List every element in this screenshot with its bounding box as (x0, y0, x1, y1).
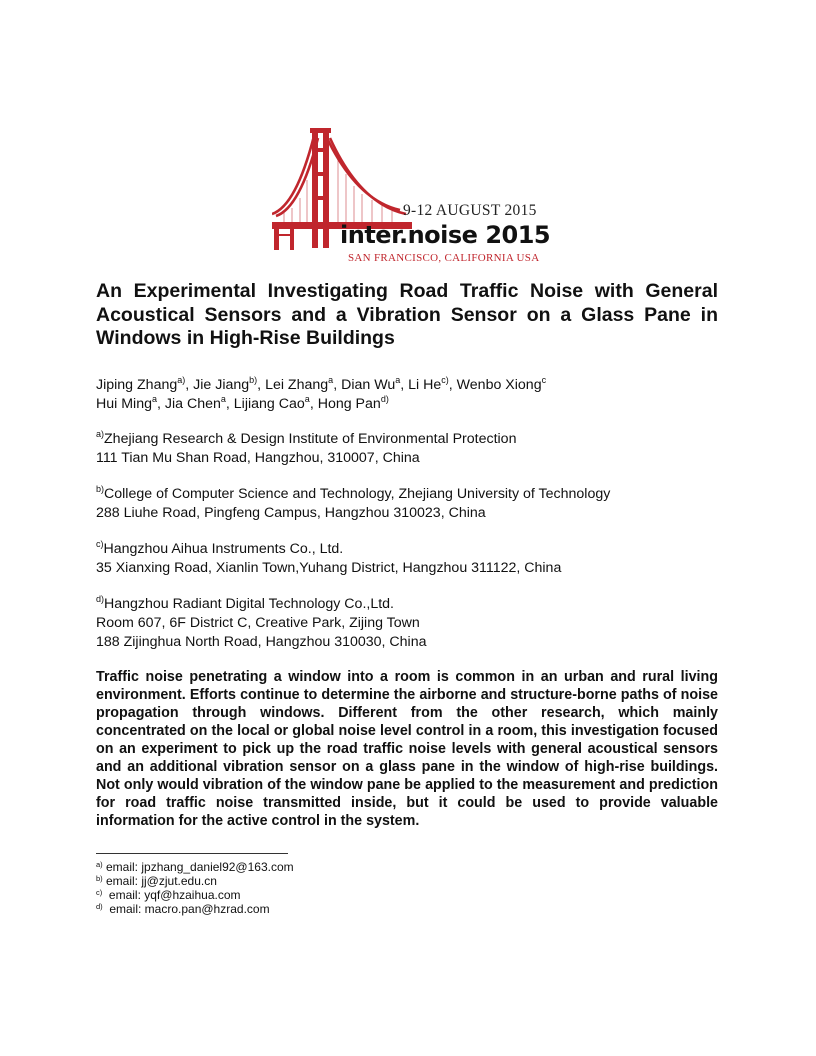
author-list (96, 376, 718, 414)
footnote-mark: a) (96, 860, 103, 869)
affiliation-line (96, 633, 718, 652)
footnote-email: email: yqf@hzaihua.com (102, 888, 241, 902)
footnotes (96, 860, 294, 916)
footnote-item (96, 874, 294, 888)
affiliation-text: Hangzhou Aihua Instruments Co., Ltd. (103, 541, 344, 557)
footnote-email: email: macro.pan@hzrad.com (102, 902, 270, 916)
author-mark: a (395, 375, 401, 385)
affiliation-line (96, 504, 718, 523)
affiliation-text: College of Computer Science and Technology, Zhejiang University of Technology (104, 486, 611, 502)
author-separator: , (185, 377, 194, 393)
author-separator: , (225, 396, 234, 412)
author-separator: , (157, 396, 165, 412)
author-mark: b) (249, 375, 258, 385)
footnote-item (96, 888, 294, 902)
affiliation-mark: a) (96, 429, 105, 439)
footnote-divider (96, 853, 288, 854)
author-name: Li He (408, 377, 442, 393)
author-line (96, 395, 718, 414)
author-name: Hong Pan (317, 396, 381, 412)
affiliation-line (96, 449, 718, 468)
author-name: Lei Zhang (265, 377, 329, 393)
footnote-item (96, 902, 294, 916)
footnote-mark: d) (96, 902, 103, 911)
affiliation-text: Zhejiang Research & Design Institute of Environmental Protection (104, 431, 517, 447)
author-separator: , (257, 377, 266, 393)
author-separator: , (309, 396, 318, 412)
conference-date: 9-12 AUGUST 2015 (403, 202, 537, 219)
paper-title: An Experimental Investigating Road Traffic Noise with General Acoustical Sensors and a Vibration Sensor on a Glass Pane in Windows in High-Rise Buildings (96, 280, 718, 349)
affiliation-line (96, 540, 718, 559)
conference-logo (272, 128, 551, 268)
author-name: Jia Chen (164, 396, 221, 412)
affiliation-line (96, 559, 718, 578)
author-mark: a (304, 394, 310, 404)
affiliation-b (96, 485, 718, 523)
affiliation-mark: b) (96, 484, 105, 494)
affiliation-line (96, 485, 718, 504)
affiliation-mark: c) (96, 539, 104, 549)
conference-name: inter.noise 2015 (340, 221, 551, 249)
author-line (96, 376, 718, 395)
affiliation-text: Hangzhou Radiant Digital Technology Co.,Ltd. (104, 596, 394, 612)
affiliation-text: 188 Zijinghua North Road, Hangzhou 310030, China (96, 634, 427, 650)
author-mark: a) (177, 375, 186, 385)
affiliation-a (96, 430, 718, 468)
footnote-email: email: jj@zjut.edu.cn (102, 874, 217, 888)
author-name: Jie Jiang (193, 377, 250, 393)
affiliation-line (96, 430, 718, 449)
affiliation-text: 35 Xianxing Road, Xianlin Town,Yuhang District, Hangzhou 311122, China (96, 560, 562, 576)
affiliation-line (96, 614, 718, 633)
footnote-mark: c) (96, 888, 103, 897)
author-mark: d) (380, 394, 389, 404)
author-mark: c) (441, 375, 449, 385)
author-mark: a (220, 394, 226, 404)
affiliation-mark: d) (96, 594, 105, 604)
author-mark: a (151, 394, 157, 404)
abstract: Traffic noise penetrating a window into a room is common in an urban and rural living environment. Efforts continue to determine the airborne and structure-borne paths of noise propagation through windows. Different from the other research, which mainly concentrated on the local or global noise level control in a room, this investigation focused on an experiment to pick up the road traffic noise levels with general acoustical sensors and an additional vibration sensor on a glass pane in the window of high-rise buildings. Not only would vibration of the window pane be applied to the measurement and prediction for road traffic noise transmitted inside, but it could be used to provide valuable information for the active control in the system. (96, 669, 718, 829)
author-name: Lijiang Cao (233, 396, 305, 412)
affiliation-c (96, 540, 718, 578)
author-separator: , (333, 377, 342, 393)
author-name: Jiping Zhang (96, 377, 178, 393)
author-mark: c (541, 375, 547, 385)
footnote-item (96, 860, 294, 874)
conference-location: SAN FRANCISCO, CALIFORNIA USA (348, 252, 540, 264)
footnote-mark: b) (96, 874, 103, 883)
author-separator: , (448, 377, 457, 393)
author-name: Dian Wu (341, 377, 396, 393)
author-name: Hui Ming (96, 396, 152, 412)
author-name: Wenbo Xiong (456, 377, 542, 393)
author-mark: a (328, 375, 334, 385)
affiliation-text: 288 Liuhe Road, Pingfeng Campus, Hangzhou 310023, China (96, 505, 486, 521)
affiliation-d (96, 595, 718, 652)
affiliation-text: Room 607, 6F District C, Creative Park, Zijing Town (96, 615, 420, 631)
affiliation-line (96, 595, 718, 614)
author-separator: , (400, 377, 409, 393)
affiliation-text: 111 Tian Mu Shan Road, Hangzhou, 310007, China (96, 450, 420, 466)
footnote-email: email: jpzhang_daniel92@163.com (102, 860, 294, 874)
